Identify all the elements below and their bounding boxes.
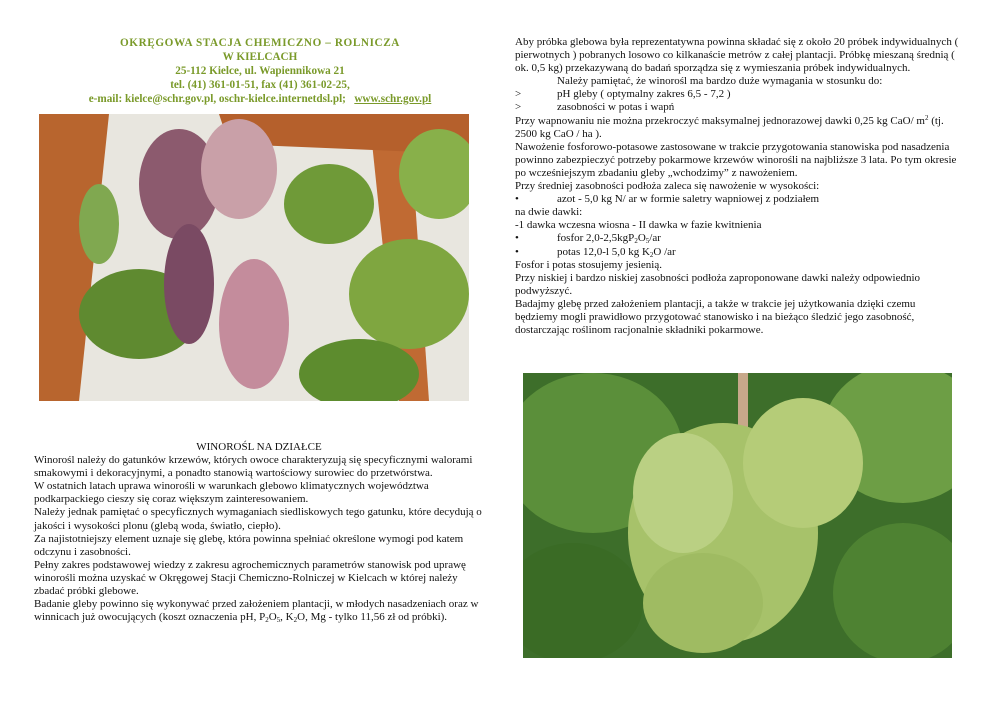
paragraph: Winorośl należy do gatunków krzewów, których owoce charakteryzują się specyficznymi walorami smakowymi i dekoracyjnymi, a ponadto stanowią wartościowy surowiec do przetwórstwa. [34, 454, 473, 480]
paragraph: Fosfor i potas stosujemy jesienią. [515, 258, 662, 271]
list-item: > pH gleby ( optymalny zakres 6,5 - 7,2 ) [515, 88, 731, 101]
paragraph: Przy niskiej i bardzo niskiej zasobności podłoża zaproponowane dawki należy odpowiednio podwyższyć. [515, 271, 921, 297]
left-column-text [34, 441, 484, 624]
list-item: • potas 12,0-l 5,0 kg $K_2O$ /ar [515, 245, 676, 259]
station-contacts [40, 92, 480, 106]
station-email: e-mail: kielce@schr.gov.pl, oschr-kielce.internetdsl.pl; [88, 93, 346, 105]
station-phone: tel. (41) 361-01-51, fax (41) 361-02-25, [170, 79, 350, 91]
paragraph: W ostatnich latach uprawa winorośli w warunkach glebowo klimatycznych województwa podkarpackiego cieszy się coraz większym zainteresowaniem. [34, 480, 429, 506]
paragraph: Pełny zakres podstawowej wiedzy z zakresu agrochemicznych parametrów stanowisk pod uprawę winorośli można uzyskać w Okręgowej Stacji Chemiczno-Rolniczej w Kielcach w której należy zbadać próbki glebowe. [34, 558, 466, 598]
green-grapes-photo [523, 373, 952, 658]
station-city: W KIELCACH [222, 51, 298, 63]
paragraph: Badajmy glebę przed założeniem plantacji, a także w trakcie jej użytkowania dzięki czemu będziemy mogli prawidłowo przygotować stanowisko i na bieżąco śledzić jego zasobność, dostarczając roślinom racjonalnie składniki pokarmowe. [515, 297, 916, 337]
section-heading: WINOROŚL NA DZIAŁCE [196, 441, 322, 453]
paragraph: Badanie gleby powinno się wykonywać przed założeniem plantacji, w młodych nasadzeniach oraz w winnicach już owocujących (koszt oznaczenia pH, $P_2O_5$, $K_2O$, Mg - tylko 11,56 zł od próbki). [34, 598, 479, 625]
paragraph: Przy średniej zasobności podłoża zaleca się nawożenie w wysokości: [515, 180, 820, 193]
paragraph: Należy jednak pamiętać o specyficznych wymaganiach siedliskowych tego gatunku, które decydują o jakości i wysokości plonu (glebą woda, światło, ciepło). [34, 506, 482, 532]
pink-grapes-photo [39, 114, 469, 401]
station-address: 25-112 Kielce, ul. Wapiennikowa 21 [175, 65, 345, 77]
list-item: • fosfor $2,0-2,5kgP_2O_5/ar$ [515, 232, 661, 246]
station-header [40, 36, 480, 106]
paragraph: Przy wapnowaniu nie można przekroczyć maksymalnej jednorazowej dawki 0,25 kg CaO/ $m^2$ (tj. 2500 kg CaO / ha ). [515, 113, 944, 140]
paragraph: na dwie dawki: [515, 206, 583, 219]
station-website-link[interactable]: www.schr.gov.pl [354, 93, 432, 105]
list-item: • azot - 5,0 kg N/ ar w formie saletry wapniowej z podziałem [515, 193, 820, 206]
paragraph: Nawożenie fosforowo-potasowe zastosowane w trakcie przygotowania stanowiska pod nasadzenia powinno zabezpieczyć potrzeby pokarmowe krzewów winorośli na najbliższe 3 lata. Po tym okresie po wcześniejszym zbadaniu gleby „wchodzimy” z nawożeniem. [515, 140, 957, 179]
paragraph: Aby próbka glebowa była reprezentatywna powinna składać się z około 20 próbek indywidualnych ( pierwotnych ) pobranych losowo co kilkanaście metrów z całej plantacji. Próbkę mieszaną średnią ( ok. 0,5 kg) przekazywaną do badań sporządza się z wymieszania próbek indywidualnych. [515, 36, 959, 75]
station-name: OKRĘGOWA STACJA CHEMICZNO – ROLNICZA [120, 37, 400, 49]
paragraph: Za najistotniejszy element uznaje się glebę, która powinna spełniać określone wymogi pod katem odczynu i zasobności. [34, 532, 464, 558]
list-item: > zasobności w potas i wapń [515, 101, 675, 114]
paragraph: Należy pamiętać, że winorośl ma bardzo duże wymagania w stosunku do: [557, 75, 883, 88]
paragraph: -1 dawka wczesna wiosna - II dawka w fazie kwitnienia [515, 219, 762, 232]
right-column-text [515, 36, 960, 337]
